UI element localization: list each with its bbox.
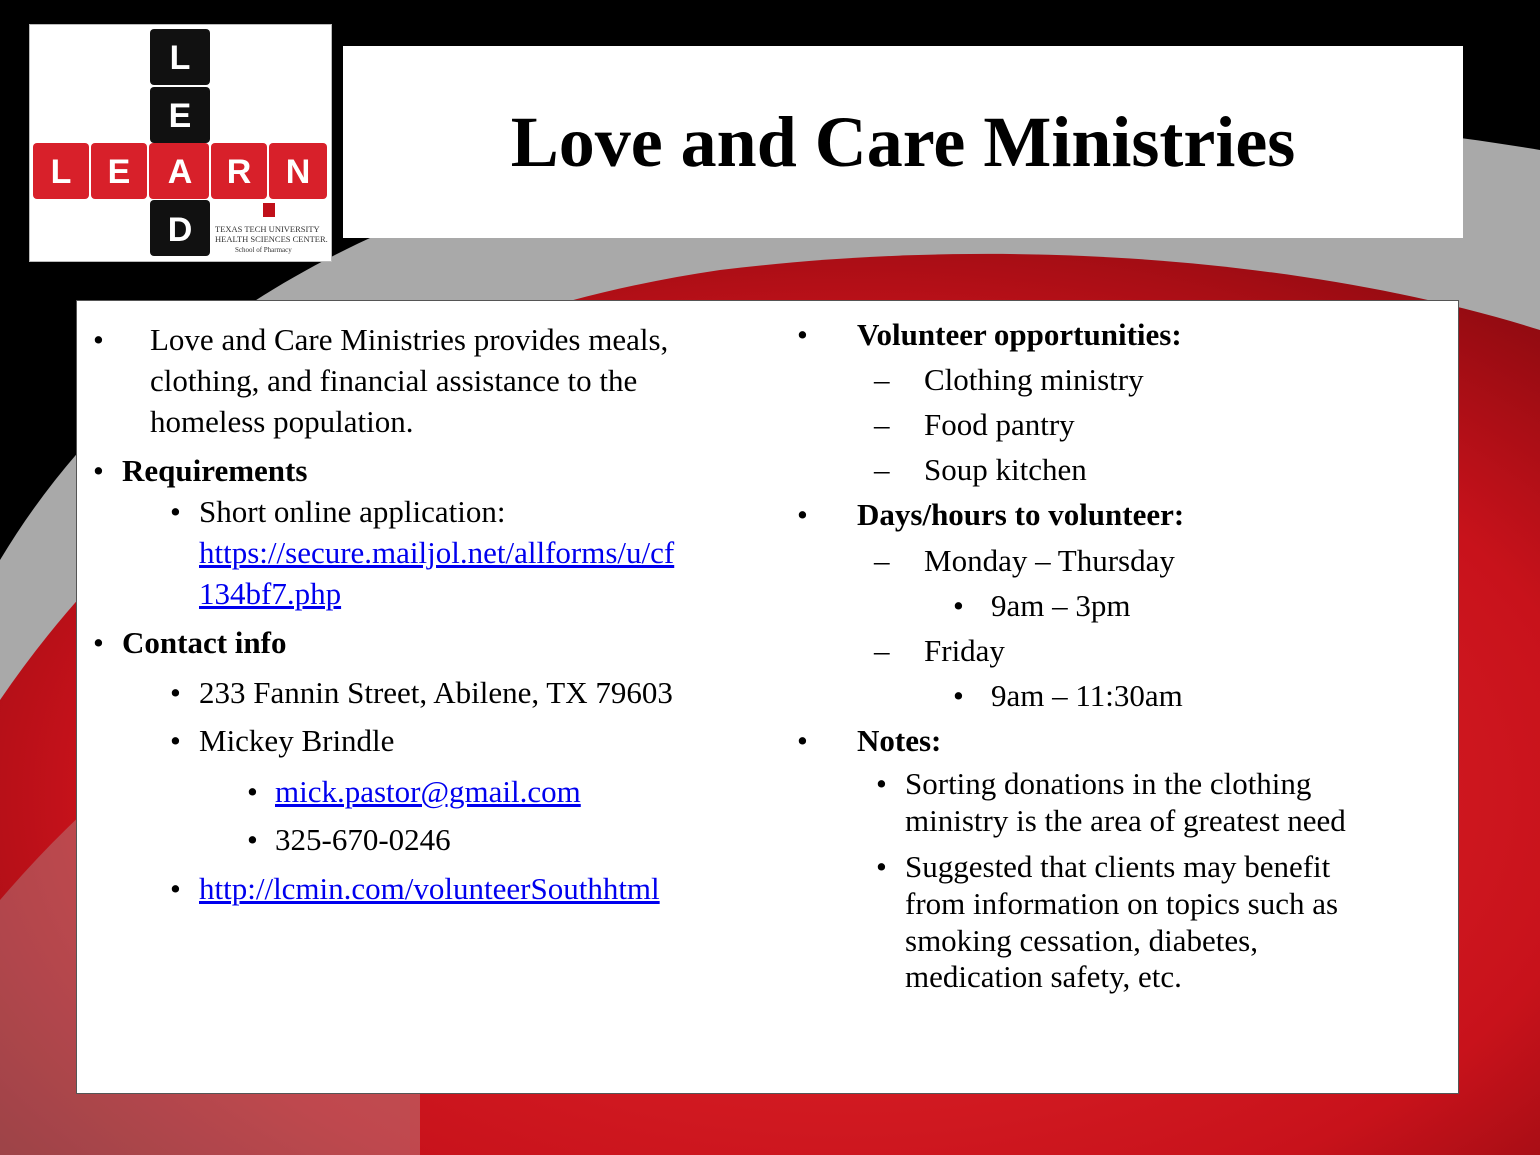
sub-bullet: • (170, 723, 181, 758)
phone-text: 325-670-0246 (275, 822, 451, 857)
website-link[interactable]: http://lcmin.com/volunteerSouthhtml (199, 871, 660, 906)
logo-letter-r: R (226, 153, 252, 191)
dash: – (874, 362, 890, 397)
sub-bullet: • (876, 766, 887, 801)
page-title: Love and Care Ministries (510, 101, 1296, 182)
note1-line-2: ministry is the area of greatest need (905, 803, 1346, 838)
bullet: • (797, 497, 808, 532)
learn-lead-logo (29, 24, 332, 262)
bullet: • (93, 453, 104, 488)
bullet: • (93, 625, 104, 660)
contact-name: Mickey Brindle (199, 723, 395, 758)
note2-line-4: medication safety, etc. (905, 959, 1182, 994)
volunteer-heading: Volunteer opportunities: (857, 317, 1182, 352)
sub-bullet: • (247, 822, 258, 857)
sub-bullet: • (170, 675, 181, 710)
logo-org-line2: HEALTH SCIENCES CENTER. (215, 234, 328, 244)
bullet: • (93, 322, 104, 357)
application-label: Short online application: (199, 494, 506, 529)
sub-bullet: • (953, 678, 964, 713)
intro-line-1: Love and Care Ministries provides meals, (150, 322, 669, 357)
notes-heading: Notes: (857, 723, 942, 758)
sub-bullet: • (876, 849, 887, 884)
logo-letter-l: L (50, 153, 72, 191)
logo-org-line1: TEXAS TECH UNIVERSITY (215, 224, 320, 234)
dash: – (874, 543, 890, 578)
requirements-heading: Requirements (122, 453, 308, 488)
sub-bullet: • (170, 871, 181, 906)
sub-bullet: • (247, 774, 258, 809)
volunteer-option-text: Food pantry (924, 407, 1075, 442)
address-text: 233 Fannin Street, Abilene, TX 79603 (199, 675, 673, 710)
hours-text: 9am – 11:30am (991, 678, 1183, 713)
note2-line-3: smoking cessation, diabetes, (905, 923, 1258, 958)
volunteer-option-text: Clothing ministry (924, 362, 1144, 397)
sub-bullet: • (170, 494, 181, 529)
content-panel (76, 300, 1459, 1094)
logo-letter-n: N (285, 153, 311, 191)
hours-text: 9am – 3pm (991, 588, 1131, 623)
logo-letter-l-vertical: L (169, 39, 191, 77)
intro-line-2: clothing, and financial assistance to the (150, 363, 638, 398)
logo-letter-d-vertical: D (167, 211, 193, 249)
bullet: • (797, 317, 808, 352)
volunteer-option-text: Soup kitchen (924, 452, 1087, 487)
contact-heading: Contact info (122, 625, 287, 660)
application-link-line-2[interactable]: 134bf7.php (199, 576, 342, 611)
note2-line-1: Suggested that clients may benefit (905, 849, 1331, 884)
title-banner (343, 46, 1463, 238)
logo-org-line3: School of Pharmacy (235, 246, 292, 254)
puzzle-logo-graphic (30, 25, 333, 263)
days-heading: Days/hours to volunteer: (857, 497, 1185, 532)
day-text: Friday (924, 633, 1005, 668)
logo-letter-e-vertical: E (168, 97, 192, 135)
dash: – (874, 452, 890, 487)
day-text: Monday – Thursday (924, 543, 1175, 578)
note2-line-2: from information on topics such as (905, 886, 1339, 921)
dash: – (874, 633, 890, 668)
bullet: • (797, 723, 808, 758)
intro-line-3: homeless population. (150, 404, 414, 439)
application-link-line-1[interactable]: https://secure.mailjol.net/allforms/u/cf (199, 535, 675, 570)
email-link[interactable]: mick.pastor@gmail.com (275, 774, 581, 809)
logo-letter-e: E (107, 153, 131, 191)
dash: – (874, 407, 890, 442)
note1-line-1: Sorting donations in the clothing (905, 766, 1312, 801)
logo-letter-a: A (167, 153, 193, 191)
sub-bullet: • (953, 588, 964, 623)
